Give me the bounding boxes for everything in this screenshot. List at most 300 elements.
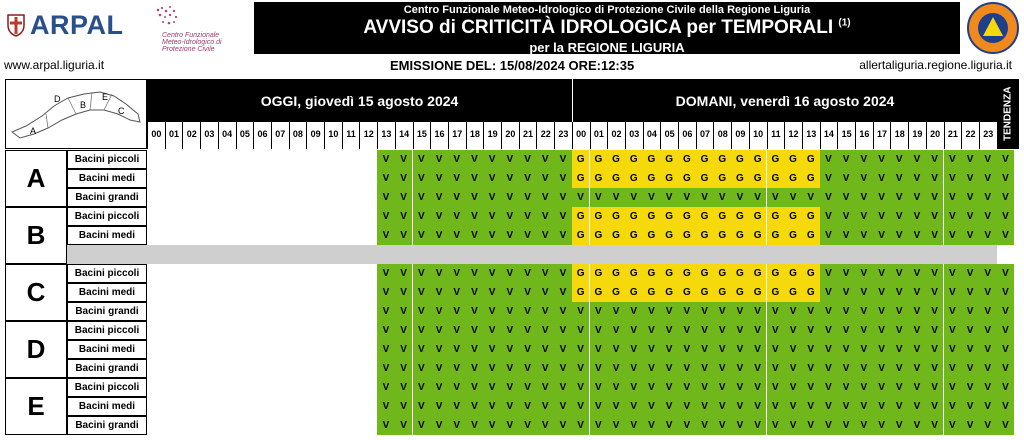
alert-cell: V — [731, 302, 749, 321]
liguria-map-icon — [6, 80, 146, 148]
alert-cell: V — [377, 207, 395, 226]
alert-cell: V — [908, 188, 926, 207]
alert-cell — [342, 378, 360, 397]
alert-cell: V — [961, 321, 979, 340]
alert-cell — [182, 188, 200, 207]
alert-cell — [253, 150, 271, 169]
basin-label: Bacini grandi — [67, 416, 147, 435]
alert-cell: V — [483, 302, 501, 321]
alert-cell: V — [944, 321, 962, 340]
alert-cell: V — [413, 359, 431, 378]
alert-cell: V — [926, 188, 944, 207]
alert-cell: V — [625, 188, 643, 207]
alert-cell: V — [501, 226, 519, 245]
alert-cell: V — [890, 207, 908, 226]
alert-cell — [182, 207, 200, 226]
alert-cell — [271, 264, 289, 283]
alert-cell: V — [731, 321, 749, 340]
alert-cell: V — [466, 226, 484, 245]
alert-cell: V — [926, 302, 944, 321]
alert-cell: G — [572, 226, 590, 245]
alert-cell — [147, 264, 165, 283]
alert-cell — [306, 321, 324, 340]
alert-cell: V — [483, 321, 501, 340]
alert-cell: V — [590, 340, 608, 359]
alert-cell — [271, 302, 289, 321]
hour-today-23: 23 — [554, 122, 572, 149]
alert-cell: V — [979, 169, 997, 188]
alert-cell: V — [660, 416, 678, 435]
alert-cell: V — [979, 416, 997, 435]
alert-cell: V — [554, 264, 572, 283]
alert-cell: G — [643, 264, 661, 283]
alert-cell — [289, 169, 307, 188]
alert-cell: V — [731, 378, 749, 397]
alert-cell — [306, 302, 324, 321]
alert-cell — [218, 150, 236, 169]
alert-cell: V — [873, 321, 891, 340]
alert-cell — [289, 416, 307, 435]
alert-cell: V — [944, 340, 962, 359]
alert-cell: V — [395, 340, 413, 359]
alert-cell: V — [997, 226, 1015, 245]
alert-cell: V — [873, 340, 891, 359]
alert-cell: V — [377, 302, 395, 321]
basin-label: Bacini medi — [67, 226, 147, 245]
alert-cell: V — [519, 340, 537, 359]
alert-cell: V — [395, 226, 413, 245]
alert-cell: V — [713, 378, 731, 397]
alert-cell: V — [820, 264, 838, 283]
alert-cell: V — [678, 340, 696, 359]
alert-cell: V — [784, 397, 802, 416]
alert-cell: V — [926, 283, 944, 302]
alert-cell — [200, 321, 218, 340]
hour-tomorrow-22: 22 — [961, 122, 979, 149]
alert-cell: V — [908, 302, 926, 321]
alert-cell — [165, 378, 183, 397]
map-label-a: A — [30, 126, 37, 136]
alert-cell: V — [466, 188, 484, 207]
map-label-b: B — [80, 100, 87, 110]
alert-cell: V — [961, 283, 979, 302]
alert-cell: V — [519, 359, 537, 378]
hour-tomorrow-10: 10 — [749, 122, 767, 149]
alert-cell: V — [944, 207, 962, 226]
alert-cell — [236, 264, 254, 283]
alert-cell — [289, 340, 307, 359]
alert-cell: V — [466, 340, 484, 359]
cfmi-text: Centro Funzionale Meteo-Idrologico di Protezione Civile — [162, 32, 222, 53]
alert-cell — [165, 188, 183, 207]
alert-cell: V — [643, 321, 661, 340]
alert-cell — [236, 359, 254, 378]
alert-cell: V — [572, 397, 590, 416]
alert-cell: G — [784, 169, 802, 188]
alert-cell — [342, 226, 360, 245]
alert-cell — [253, 378, 271, 397]
hour-today-14: 14 — [395, 122, 413, 149]
hour-tomorrow-06: 06 — [678, 122, 696, 149]
hour-today-04: 04 — [218, 122, 236, 149]
alert-cell — [324, 207, 342, 226]
hour-tomorrow-00: 00 — [572, 122, 590, 149]
alert-cell: V — [395, 359, 413, 378]
alert-cell: G — [802, 264, 820, 283]
alert-cell: V — [802, 359, 820, 378]
alert-cell — [236, 397, 254, 416]
alert-cell — [147, 207, 165, 226]
alert-cell: V — [625, 302, 643, 321]
alert-cell: V — [430, 264, 448, 283]
alert-cell: V — [660, 378, 678, 397]
alert-cell: V — [890, 150, 908, 169]
alert-cell: G — [625, 169, 643, 188]
alert-cell — [147, 321, 165, 340]
alert-cell: V — [554, 416, 572, 435]
alert-cell: V — [749, 397, 767, 416]
alert-cell: V — [890, 359, 908, 378]
alert-cell: V — [997, 188, 1015, 207]
alert-cell — [359, 416, 377, 435]
alert-cell: V — [625, 378, 643, 397]
alert-cell — [359, 169, 377, 188]
alert-cell — [165, 416, 183, 435]
alert-cell — [289, 378, 307, 397]
alert-cell: V — [430, 150, 448, 169]
alert-cell — [359, 378, 377, 397]
alert-cell — [289, 302, 307, 321]
alert-cell: V — [749, 188, 767, 207]
alert-cell: V — [855, 416, 873, 435]
alert-cell: V — [873, 397, 891, 416]
hour-today-16: 16 — [430, 122, 448, 149]
alert-cell: V — [448, 150, 466, 169]
alert-cell — [165, 207, 183, 226]
alert-cell: V — [749, 340, 767, 359]
hour-tomorrow-17: 17 — [873, 122, 891, 149]
alert-cell: V — [377, 397, 395, 416]
alert-cell: V — [466, 378, 484, 397]
alert-cell: G — [625, 264, 643, 283]
alert-cell: G — [802, 169, 820, 188]
alert-cell: V — [713, 397, 731, 416]
alert-cell: V — [466, 321, 484, 340]
alert-cell: V — [873, 416, 891, 435]
alert-cell: G — [731, 226, 749, 245]
alert-cell — [253, 321, 271, 340]
alert-cell: V — [890, 416, 908, 435]
alert-cell: G — [784, 264, 802, 283]
alert-cell: G — [572, 150, 590, 169]
hour-tomorrow-07: 07 — [696, 122, 714, 149]
alert-cell: V — [554, 340, 572, 359]
alert-cell — [306, 378, 324, 397]
alert-cell — [359, 302, 377, 321]
alert-cell — [147, 378, 165, 397]
alert-cell — [218, 283, 236, 302]
alert-cell: V — [908, 416, 926, 435]
alert-cell — [289, 226, 307, 245]
alert-cell: V — [890, 378, 908, 397]
alert-cell: G — [767, 207, 785, 226]
basin-label: Bacini grandi — [67, 188, 147, 207]
alert-cell: G — [713, 169, 731, 188]
zone-letter-a: A — [5, 150, 67, 207]
alert-cell: G — [731, 169, 749, 188]
alert-cell — [218, 378, 236, 397]
alert-cell: V — [643, 302, 661, 321]
alert-cell: V — [961, 378, 979, 397]
basin-label: Bacini piccoli — [67, 264, 147, 283]
alert-cell: V — [483, 264, 501, 283]
alert-cell — [342, 283, 360, 302]
alert-cell: V — [483, 340, 501, 359]
alert-cell: V — [413, 226, 431, 245]
alert-cell: V — [855, 150, 873, 169]
alert-cell: V — [395, 378, 413, 397]
alert-cell — [324, 188, 342, 207]
alert-cell: V — [926, 378, 944, 397]
alert-cell — [165, 397, 183, 416]
alert-cell: V — [501, 302, 519, 321]
alert-cell: V — [713, 188, 731, 207]
alert-cell: V — [696, 188, 714, 207]
alert-cell: V — [767, 416, 785, 435]
alert-cell — [182, 150, 200, 169]
hour-today-01: 01 — [165, 122, 183, 149]
alert-cell: V — [554, 321, 572, 340]
alert-cell: V — [837, 283, 855, 302]
alert-cell: V — [731, 397, 749, 416]
alert-cell: G — [678, 283, 696, 302]
alert-cell — [165, 264, 183, 283]
alert-cell: G — [643, 283, 661, 302]
alert-cell: V — [413, 169, 431, 188]
alert-cell — [200, 188, 218, 207]
alert-cell — [289, 283, 307, 302]
alert-cell: V — [802, 378, 820, 397]
alert-cell: G — [625, 150, 643, 169]
zone-letter-e: E — [5, 378, 67, 435]
alert-cell: V — [643, 188, 661, 207]
alert-cell: V — [997, 150, 1015, 169]
alert-cell: V — [572, 416, 590, 435]
arpal-url-link[interactable]: www.arpal.liguria.it — [4, 58, 105, 72]
hour-tomorrow-12: 12 — [784, 122, 802, 149]
alert-cell — [182, 359, 200, 378]
alert-cell — [236, 207, 254, 226]
alert-cell — [200, 207, 218, 226]
alert-cell — [218, 359, 236, 378]
alert-cell — [271, 188, 289, 207]
alert-cell: V — [908, 264, 926, 283]
alert-cell: V — [554, 226, 572, 245]
alert-cell: V — [979, 397, 997, 416]
alert-cell: G — [713, 283, 731, 302]
alert-cell — [342, 150, 360, 169]
alert-cell: V — [430, 340, 448, 359]
alert-cell: G — [713, 207, 731, 226]
alert-cell: V — [802, 416, 820, 435]
alert-cell: V — [997, 207, 1015, 226]
alert-cell: V — [837, 397, 855, 416]
alert-cell: V — [590, 188, 608, 207]
alert-cell: V — [466, 283, 484, 302]
alert-cell — [182, 169, 200, 188]
hour-tomorrow-02: 02 — [607, 122, 625, 149]
alert-cell — [289, 397, 307, 416]
alert-cell — [359, 321, 377, 340]
alert-cell: V — [908, 359, 926, 378]
alert-cell: V — [536, 397, 554, 416]
alert-cell — [236, 150, 254, 169]
alert-cell — [165, 340, 183, 359]
alert-cell: V — [784, 188, 802, 207]
liguria-zones-map — [5, 79, 147, 149]
alert-cell: V — [377, 283, 395, 302]
alert-cell — [253, 264, 271, 283]
alert-cell: V — [802, 188, 820, 207]
alert-cell: V — [926, 416, 944, 435]
alert-cell: V — [413, 207, 431, 226]
alert-cell: V — [855, 226, 873, 245]
alert-cell: G — [590, 283, 608, 302]
alert-cell — [182, 378, 200, 397]
cfmi-dots-icon — [150, 2, 190, 32]
title-organization: Centro Funzionale Meteo-Idrologico di Protezione Civile della Regione Liguria — [403, 4, 811, 16]
alert-cell: V — [377, 226, 395, 245]
alert-cell: V — [767, 359, 785, 378]
alert-cell: V — [820, 169, 838, 188]
alert-cell — [165, 169, 183, 188]
alert-cell — [200, 416, 218, 435]
alert-cell: V — [519, 321, 537, 340]
alert-cell: G — [749, 207, 767, 226]
alert-cell: V — [873, 378, 891, 397]
alert-cell — [182, 397, 200, 416]
alert-cell: G — [696, 150, 714, 169]
alert-cell: V — [820, 150, 838, 169]
hour-today-20: 20 — [501, 122, 519, 149]
alert-cell: G — [607, 169, 625, 188]
alert-cell: G — [572, 264, 590, 283]
alert-cell: V — [590, 397, 608, 416]
alert-cell: V — [448, 340, 466, 359]
alert-cell — [253, 397, 271, 416]
alert-cell: V — [855, 321, 873, 340]
alert-cell: G — [749, 169, 767, 188]
hour-tomorrow-05: 05 — [660, 122, 678, 149]
hour-today-09: 09 — [306, 122, 324, 149]
alert-cell — [236, 302, 254, 321]
alert-cell: V — [554, 169, 572, 188]
alert-cell: V — [519, 283, 537, 302]
alert-cell: V — [519, 397, 537, 416]
alert-cell: V — [696, 321, 714, 340]
alert-cell: V — [997, 283, 1015, 302]
alert-cell: V — [554, 359, 572, 378]
alert-cell: V — [536, 283, 554, 302]
alert-cell: V — [713, 321, 731, 340]
hour-tomorrow-14: 14 — [820, 122, 838, 149]
alert-cell: V — [784, 302, 802, 321]
allerta-url-link[interactable]: allertaliguria.regione.liguria.it — [859, 58, 1012, 72]
alert-cell: G — [767, 150, 785, 169]
alert-cell: G — [696, 283, 714, 302]
title-banner — [254, 2, 960, 54]
tendenza-header: TENDENZA — [997, 79, 1019, 149]
alert-cell: V — [908, 378, 926, 397]
alert-cell: G — [767, 283, 785, 302]
alert-cell: V — [749, 416, 767, 435]
alert-cell: V — [678, 416, 696, 435]
alert-cell: V — [678, 188, 696, 207]
alert-cell: V — [501, 207, 519, 226]
alert-cell — [165, 302, 183, 321]
alert-cell: V — [554, 302, 572, 321]
alert-cell: G — [749, 150, 767, 169]
hour-tomorrow-20: 20 — [926, 122, 944, 149]
alert-cell — [200, 378, 218, 397]
alert-cell: V — [908, 226, 926, 245]
alert-cell: V — [483, 188, 501, 207]
alert-cell: V — [519, 378, 537, 397]
alert-cell: V — [908, 150, 926, 169]
alert-cell: V — [660, 340, 678, 359]
alert-cell: V — [979, 283, 997, 302]
alert-cell: V — [643, 359, 661, 378]
zone-letter-b: B — [5, 207, 67, 264]
alert-cell — [182, 416, 200, 435]
hour-today-22: 22 — [536, 122, 554, 149]
alert-cell — [182, 302, 200, 321]
alert-cell: V — [890, 188, 908, 207]
alert-cell: V — [430, 378, 448, 397]
alert-cell: V — [466, 150, 484, 169]
alert-cell: G — [607, 150, 625, 169]
alert-cell: V — [979, 302, 997, 321]
alert-cell: V — [837, 226, 855, 245]
alert-cell — [324, 302, 342, 321]
alert-cell: V — [855, 378, 873, 397]
alert-cell: V — [784, 340, 802, 359]
alert-cell: V — [625, 321, 643, 340]
alert-cell: V — [873, 188, 891, 207]
alert-cell: G — [572, 207, 590, 226]
hour-today-08: 08 — [289, 122, 307, 149]
alert-cell: V — [908, 207, 926, 226]
alert-cell: V — [430, 416, 448, 435]
alert-cell: V — [519, 416, 537, 435]
alert-cell — [342, 397, 360, 416]
alert-cell: V — [466, 169, 484, 188]
alert-cell: V — [466, 264, 484, 283]
alert-cell: V — [572, 359, 590, 378]
alert-cell: V — [483, 207, 501, 226]
alert-cell: V — [855, 340, 873, 359]
alert-cell: V — [908, 169, 926, 188]
alert-cell — [359, 340, 377, 359]
alert-cell: V — [944, 416, 962, 435]
alert-cell: G — [625, 283, 643, 302]
alert-cell: V — [466, 207, 484, 226]
alert-cell: V — [820, 283, 838, 302]
day-header-tomorrow: DOMANI, venerdì 16 agosto 2024 — [573, 79, 997, 122]
alert-cell: V — [430, 321, 448, 340]
alert-cell — [182, 226, 200, 245]
alert-cell: V — [961, 188, 979, 207]
